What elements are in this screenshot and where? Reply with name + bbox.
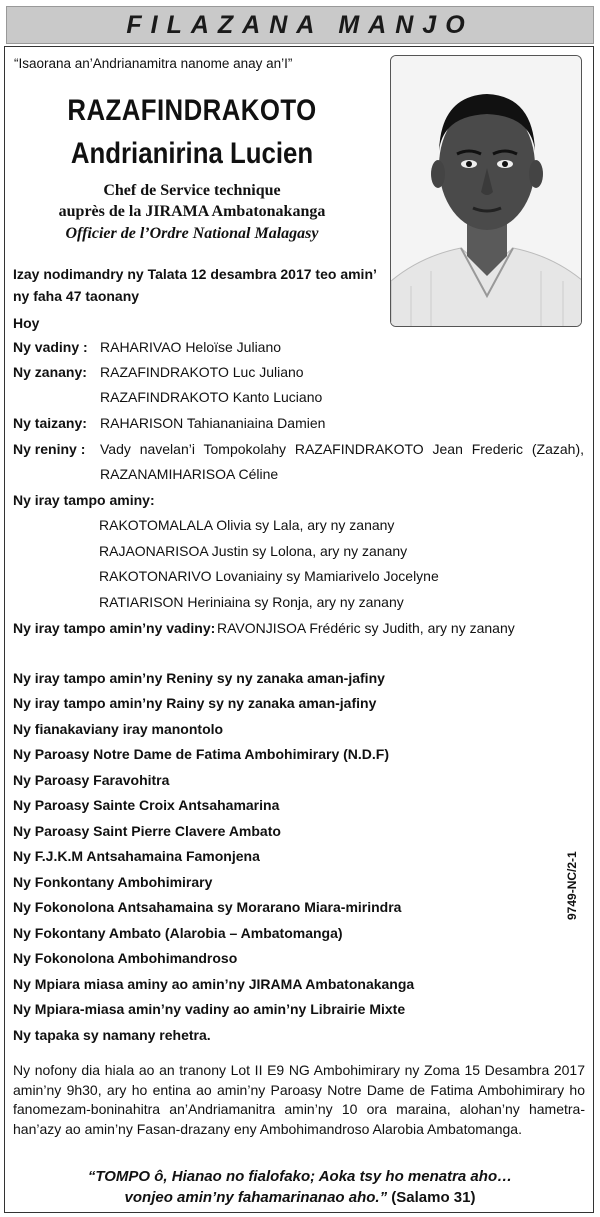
wife-siblings-label: Ny iray tampo amin’ny vadiny: (13, 620, 216, 636)
portrait-photo (390, 55, 582, 327)
sibling-item: RAKOTONARIVO Lovaniainy sy Mamiarivelo Jocelyne (99, 568, 439, 584)
bold-list-item: Ny Paroasy Notre Dame de Fatima Ambohimirary (N.D.F) (13, 746, 390, 762)
child-1: RAZAFINDRAKOTO Luc Juliano (100, 364, 304, 380)
bold-list-item: Ny Mpiara miasa aminy ao amin’ny JIRAMA Ambatonakanga (13, 976, 415, 992)
parents-label: Ny reniny : (13, 441, 86, 457)
hoy-label: Hoy (13, 315, 40, 331)
bold-list-item: Ny Fokontany Ambato (Alarobia – Ambatomanga) (13, 925, 343, 941)
sibling-item: RATIARISON Heriniaina sy Ronja, ary ny zanany (99, 594, 404, 610)
bold-list-item: Ny Fokonolona Ambohimandroso (13, 950, 238, 966)
child-2: RAZAFINDRAKOTO Kanto Luciano (100, 389, 323, 405)
psalm-text-2: vonjeo amin’ny fahamarinanao aho.” (124, 1189, 388, 1206)
bold-list-item: Ny Paroasy Saint Pierre Clavere Ambato (13, 823, 281, 839)
parents-value-1: Vady navelan’i Tompokolahy RAZAFINDRAKOTO Jean Frederic (Zazah), (100, 441, 584, 457)
bold-list-item: Ny Mpiara-miasa amin’ny vadiny ao amin’ny Librairie Mixte (13, 1001, 406, 1017)
wife-siblings-value: RAVONJISOA Frédéric sy Judith, ary ny zanany (217, 620, 515, 636)
psalm-line-1 (0, 1168, 600, 1185)
bold-list-item: Ny Fonkontany Ambohimirary (13, 874, 213, 890)
portrait-photo-icon (391, 56, 582, 327)
bold-list-item: Ny iray tampo amin’ny Reniny sy ny zanaka aman-jafiny (13, 670, 385, 686)
bold-list-item: Ny Fokonolona Antsahamaina sy Morarano Miara-mirindra (13, 899, 402, 915)
deceased-title-1: Chef de Service technique (103, 182, 281, 199)
bold-list-item: Ny fianakaviany iray manontolo (13, 721, 224, 737)
bold-list-item: Ny F.J.K.M Antsahamaina Famonjena (13, 848, 260, 864)
wife-label: Ny vadiny : (13, 339, 88, 355)
bold-list-item: Ny tapaka sy namany rehetra. (13, 1027, 211, 1043)
grandchild-label: Ny taizany: (13, 415, 87, 431)
sibling-item: RAJAONARISOA Justin sy Lolona, ary ny zanany (99, 543, 408, 559)
psalm-text-1: “TOMPO ô, Hianao no fialofako; Aoka tsy ho menatra aho… (87, 1168, 513, 1185)
psalm-line-2 (0, 1189, 600, 1206)
deceased-title-3: Officier de l’Ordre National Malagasy (65, 225, 319, 242)
sibling-item: RAKOTOMALALA Olivia sy Lala, ary ny zanany (99, 517, 395, 533)
deceased-given-names: Andrianirina Lucien (70, 137, 314, 170)
ad-code: 9749-NC/2-1 (565, 851, 579, 920)
bold-list-item: Ny iray tampo amin’ny Rainy sy ny zanaka aman-jafiny (13, 695, 377, 711)
grandchild-value: RAHARISON Tahiananiaina Damien (100, 415, 326, 431)
wife-value: RAHARIVAO Heloïse Juliano (100, 339, 282, 355)
psalm-reference: (Salamo 31) (391, 1189, 476, 1206)
header-title: FILAZANA MANJO (126, 10, 474, 39)
opening-quote: “Isaorana an’Andrianamitra nanome anay an’I” (14, 56, 293, 71)
announcement-line-2: ny faha 47 taonany (13, 288, 140, 304)
funeral-paragraph: Ny nofony dia hiala ao an tranony Lot II E9 NG Ambohimirary ny Zoma 15 Desambra 2017 amin’ny 9h30, ary ho entina ao amin’ny Paroasy Notre Dame de Fatima Ambohimirary ho fanomezam-boninahitra an’Andriamanitra amin’ny 10 ora maraina, alohan’ny hametra-han’azy ao amin’ny Fasan-drazany eny Ambohimandroso Alarobia Ambatomanga. (13, 1062, 585, 1137)
bold-list-item: Ny Paroasy Faravohitra (13, 772, 170, 788)
header-banner (6, 6, 594, 44)
parents-value-2: RAZANAMIHARISOA Céline (100, 466, 279, 482)
siblings-label: Ny iray tampo aminy: (13, 492, 155, 508)
announcement-line-1: Izay nodimandry ny Talata 12 desambra 2017 teo amin’ (13, 266, 377, 282)
deceased-surname: RAZAFINDRAKOTO (67, 94, 317, 127)
bold-list-item: Ny Paroasy Sainte Croix Antsahamarina (13, 797, 280, 813)
children-label: Ny zanany: (13, 364, 87, 380)
deceased-title-2: auprès de la JIRAMA Ambatonakanga (58, 203, 326, 220)
